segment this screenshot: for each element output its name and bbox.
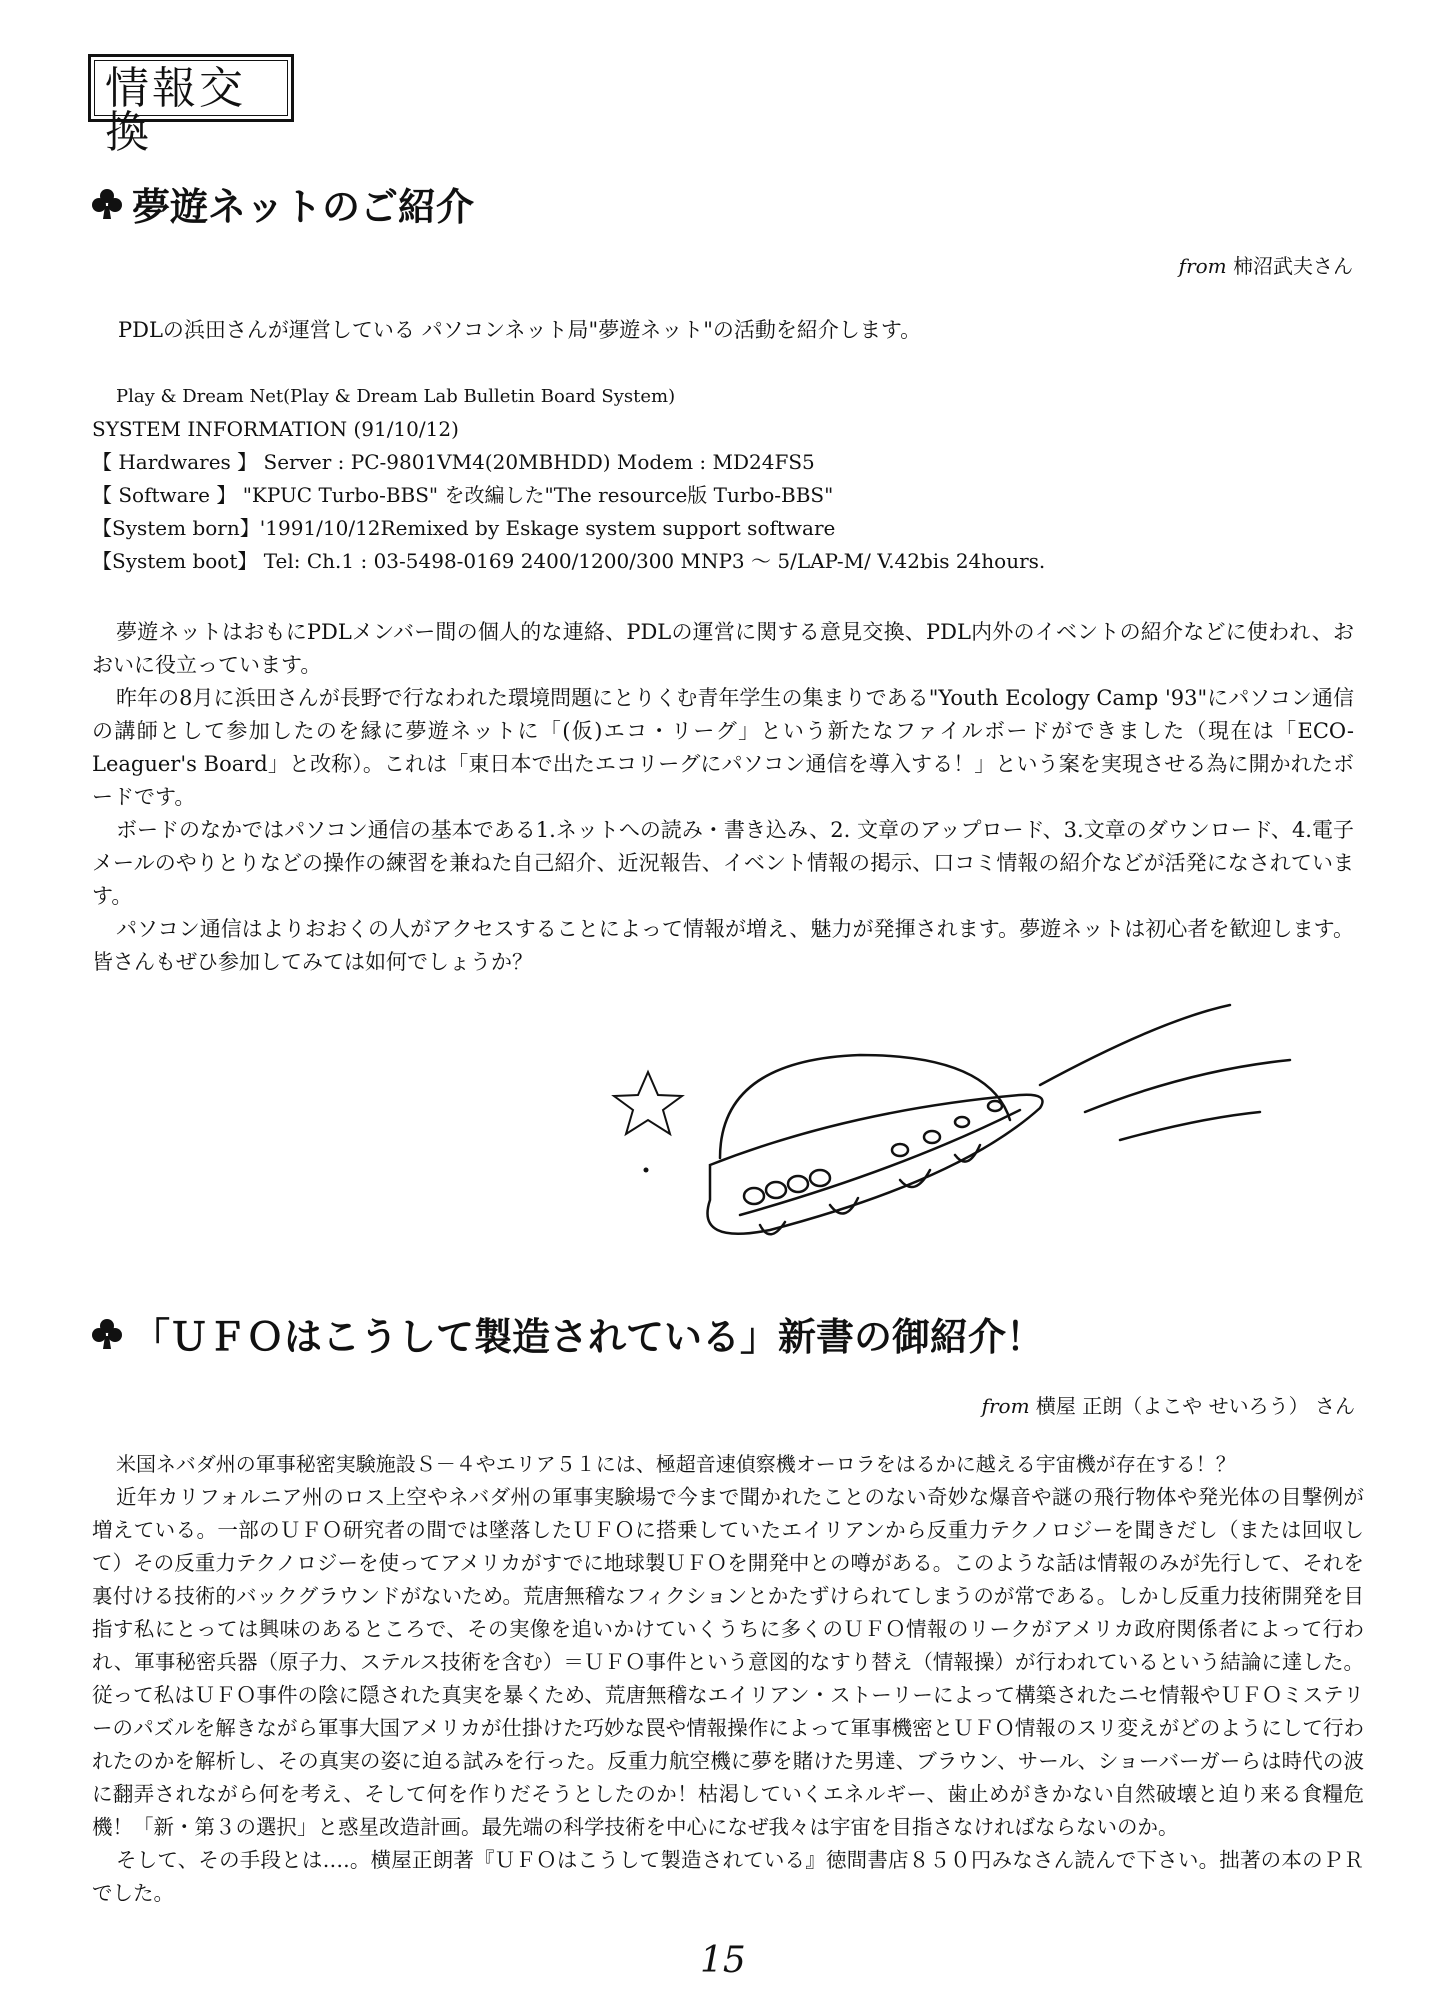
paragraph: 夢遊ネットはおもにPDLメンバー間の個人的な連絡、PDLの運営に関する意見交換、PDL内外のイベントの紹介などに使われ、おおいに役立っています。 [92, 620, 1354, 677]
section-label-text: 情報交換 [105, 63, 246, 158]
article1-title: 夢遊ネットのご紹介 [132, 185, 475, 229]
article2-body [92, 1448, 1364, 1910]
paragraph: 昨年の8月に浜田さんが長野で行なわれた環境問題にとりくむ青年学生の集まりである"Youth Ecology Camp '93"にパソコン通信の講師として参加したのを縁に夢遊ネットに「(仮)エコ・リーグ」という新たなファイルボードができました（現在は「ECO-Leaguer's Board」と改称）。これは「東日本で出たエコリーグにパソコン通信を導入する！」という案を実現させる為に開かれたボードです。 [92, 686, 1354, 809]
article1-from-name: 柿沼武夫さん [1233, 254, 1353, 278]
paragraph: パソコン通信はよりおおくの人がアクセスすることによって情報が増え、魅力が発揮されます。夢遊ネットは初心者を歓迎します。皆さんもぜひ参加してみては如何でしょうか？ [92, 917, 1354, 974]
paragraph: 米国ネバダ州の軍事秘密実験施設Ｓ－４やエリア５１には、極超音速偵察機オーロラをはるかに越える宇宙機が存在する！？ [116, 1452, 1236, 1476]
article2-from-word: from [981, 1394, 1030, 1418]
system-line: 【 Hardwares 】 Server : PC-9801VM4(20MBHDD) Modem : MD24FS5 [92, 450, 815, 474]
page-number: 15 [700, 1940, 746, 1981]
system-line: 【 Software 】 "KPUC Turbo-BBS" を改編した"The resource版 Turbo-BBS" [92, 483, 834, 507]
article1-byline [1179, 250, 1353, 279]
article1-title-row [92, 185, 475, 229]
ufo-illustration [600, 1000, 1360, 1260]
paragraph: そして、その手段とは….。横屋正朗著『ＵＦＯはこうして製造されている』徳間書店８５０円みなさん読んで下さい。拙著の本のＰＲでした。 [92, 1848, 1364, 1905]
article1-body [92, 616, 1354, 979]
article2-title: 「ＵＦＯはこうして製造されている」新書の御紹介！ [132, 1315, 1045, 1359]
club-icon [92, 188, 126, 226]
paragraph: ボードのなかではパソコン通信の基本である1.ネットへの読み・書き込み、2. 文章のアップロード、3.文章のダウンロード、4.電子メールのやりとりなどの操作の練習を兼ねた自己紹介、近況報告、イベント情報の掲示、口コミ情報の紹介などが活発になされています。 [92, 818, 1354, 908]
article2-byline [982, 1390, 1355, 1419]
system-info-block [92, 380, 1352, 578]
section-label [88, 54, 294, 158]
article1-intro: PDLの浜田さんが運営している パソコンネット局"夢遊ネット"の活動を紹介します。 [118, 318, 922, 342]
paragraph: 近年カリフォルニア州のロス上空やネバダ州の軍事実験場で今まで聞かれたことのない奇妙な爆音や謎の飛行物体や発光体の目撃例が増えている。一部のＵＦＯ研究者の間では墜落したＵＦＯに搭乗していたエイリアンから反重力テクノロジーを聞きだし（または回収して）その反重力テクノロジーを使ってアメリカがすでに地球製ＵＦＯを開発中との噂がある。このような話は情報のみが先行して、それを裏付ける技術的バックグラウンドがないため。荒唐無稽なフィクションとかたずけられてしまうのが常である。しかし反重力技術開発を目指す私にとっては興味のあるところで、その実像を追いかけていくうちに多くのＵＦＯ情報のリークがアメリカ政府関係者によって行われ、軍事秘密兵器（原子力、ステルス技術を含む）＝ＵＦＯ事件という意図的なすり替え（情報操）が行われているという結論に達した。従って私はＵＦＯ事件の陰に隠された真実を暴くため、荒唐無稽なエイリアン・ストーリーによって構築されたニセ情報やＵＦＯミステリーのパズルを解きながら軍事大国アメリカが仕掛けた巧妙な罠や情報操作によって軍事機密とＵＦＯ情報のスリ変えがどのようにして行われたのかを解析し、その真実の姿に迫る試みを行った。反重力航空機に夢を賭けた男達、ブラウン、サール、ショーバーガーらは時代の波に翻弄されながら何を考え、そして何を作りだそうとしたのか！枯渇していくエネルギー、歯止めがきかない自然破壊と迫り来る食糧危機！「新・第３の選択」と惑星改造計画。最先端の科学技術を中心になぜ我々は宇宙を目指さなければならないのか。 [92, 1485, 1364, 1839]
article2-from-name: 横屋 正朗（よこや せいろう） さん [1035, 1394, 1355, 1418]
star-icon [614, 1072, 682, 1134]
system-line: 【System born】'1991/10/12Remixed by Eskage system support software [92, 516, 836, 540]
article1-from-word: from [1178, 254, 1227, 278]
system-line: SYSTEM INFORMATION (91/10/12) [92, 417, 459, 441]
article2-title-row [92, 1315, 1045, 1359]
system-line: Play & Dream Net(Play & Dream Lab Bulletin Board System) [116, 386, 676, 407]
system-line: 【System boot】 Tel: Ch.1 : 03-5498-0169 2400/1200/300 MNP3 ～ 5/LAP-M/ V.42bis 24hours. [92, 549, 1046, 573]
club-icon [92, 1318, 126, 1356]
